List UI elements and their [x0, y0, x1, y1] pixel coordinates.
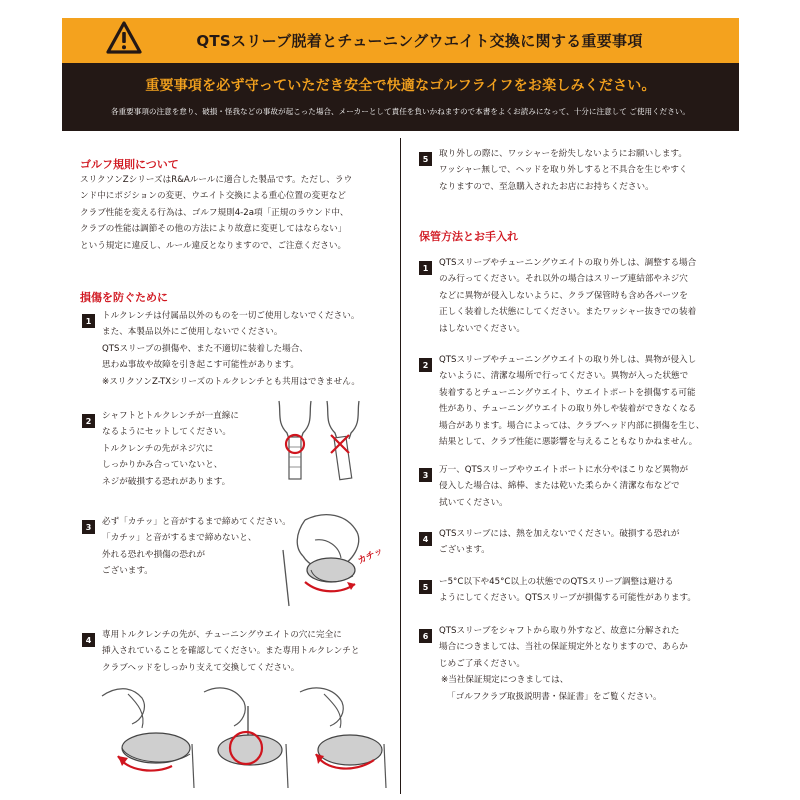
- damage-title: 損傷を防ぐために: [80, 291, 168, 304]
- care-item-5: ー5°C以下や45°C以上の状態でのQTSスリーブ調整は避ける ようにしてください。QTSスリーブが損傷する可能性があります。: [439, 577, 696, 604]
- important-banner: [62, 63, 739, 131]
- warning-triangle-icon: [106, 21, 142, 55]
- care-item-2: QTSスリーブやチューニングウエイトの取り外しは、異物が侵入し ないように、清潔な場所で行ってください。異物が入った状態で 装着するとチューニングウエイト、ウエイトポートを損傷する可能 性があり、チューニングウエイトの取り外しや装着ができなくなる 場合があります。場合によっては、クラブヘッド内部に損傷を生じ、 結果として、クラブ性能に悪影響を与えることもなりかねません。: [439, 355, 705, 448]
- step-number: 6: [419, 629, 432, 643]
- step-number: 3: [82, 520, 95, 534]
- rules-text: スリクソンZシリーズはR&Aルールに適合した製品です。ただし、ラウ ンド中にポジションの変更、ウエイト交換による重心位置の変更など クラブ性能を変える行為は、ゴルフ規則4-2a項「正規のラウンド中、 クラブの性能は調節その他の方法により故意に変更してはならない」 という規定に違反し、ルール違反となりますので、ご注意ください。: [80, 175, 353, 251]
- step-number: 4: [82, 633, 95, 647]
- warning-header: [62, 18, 739, 63]
- step-number: 4: [419, 532, 432, 546]
- care-item-6: QTSスリーブをシャフトから取り外すなど、故意に分解された 場合につきましては、当社の保証規定外となりますので、あらか じめご了承ください。 ※当社保証規定につきましては、 「ゴルフクラブ取扱説明書・保証書」をご覧ください。: [439, 626, 688, 702]
- header-title: QTSスリーブ脱着とチューニングウエイト交換に関する重要事項: [196, 32, 643, 50]
- step-number: 3: [419, 468, 432, 482]
- care-item-1: QTSスリーブやチューニングウエイトの取り外しは、調整する場合 のみ行ってください。それ以外の場合はスリーブ連結部やネジ穴 などに異物が侵入しないように、クラブ保管時も含め各パーツを 正しく装着した状態にしてください。またワッシャー抜きでの装着 はしないでください。: [439, 258, 697, 334]
- care-item-4: QTSスリーブには、熱を加えないでください。破損する恐れが ございます。: [439, 529, 680, 556]
- step-number: 2: [419, 358, 432, 372]
- care-item-3: 万一、QTSスリーブやウエイトポートに水分やほこりなど異物が 侵入した場合は、綿棒、または乾いた柔らかく清潔な布などで 拭いてください。: [439, 465, 689, 508]
- damage-item-2: シャフトとトルクレンチが一直線に なるようにセットしてください。 トルクレンチの先がネジ穴に しっかりかみ合っていないと、 ネジが破損する恐れがあります。: [102, 411, 239, 487]
- column-divider: [400, 138, 401, 794]
- care-title: 保管方法とお手入れ: [419, 230, 518, 243]
- step-number: 1: [419, 261, 432, 275]
- washer-note: 取り外しの際に、ワッシャーを紛失しないようにお願いします。 ワッシャー無しで、ヘッドを取り外しすると不具合を生じやすく なりますので、至急購入されたお店にお持ちください。: [439, 149, 688, 192]
- step-number: 1: [82, 314, 95, 328]
- banner-notice: 各重要事項の注意を怠り、破損・怪我などの事故が起こった場合、メーカーとして責任を負いかねますので本書をよくお読みになって、十分に注意して ご使用ください。: [110, 107, 691, 116]
- damage-item-4: 専用トルクレンチの先が、チューニングウエイトの穴に完全に 挿入されていることを確認してください。また専用トルクレンチと クラブヘッドをしっかり支えて交換してください。: [102, 630, 360, 673]
- sound-label: カチッ: [356, 546, 385, 567]
- torque-click-illustration: [275, 510, 387, 614]
- banner-headline: 重要事項を必ず守っていただき安全で快適なゴルフライフをお楽しみください。: [145, 78, 656, 94]
- weight-exchange-illustration: [98, 684, 394, 790]
- step-number: 5: [419, 580, 432, 594]
- rules-title: ゴルフ規則について: [80, 158, 179, 171]
- step-number: 5: [419, 152, 432, 166]
- notice-sheet: [62, 18, 739, 782]
- damage-item-3: 必ず「カチッ」と音がするまで締めてください。 「カチッ」と音がするまで締めないと、 外れる恐れや損傷の恐れが ございます。: [102, 517, 291, 577]
- step-number: 2: [82, 414, 95, 428]
- damage-item-1: トルクレンチは付属品以外のものを一切ご使用しないでください。 また、本製品以外にご使用しないでください。 QTSスリーブの損傷や、また不適切に装着した場合、 思わぬ事故や故障を引き起こす可能性があります。 ※スリクソンZ-TXシリーズのトルクレンチとも共用はできません。: [102, 311, 360, 387]
- wrench-alignment-illustration: [267, 399, 367, 487]
